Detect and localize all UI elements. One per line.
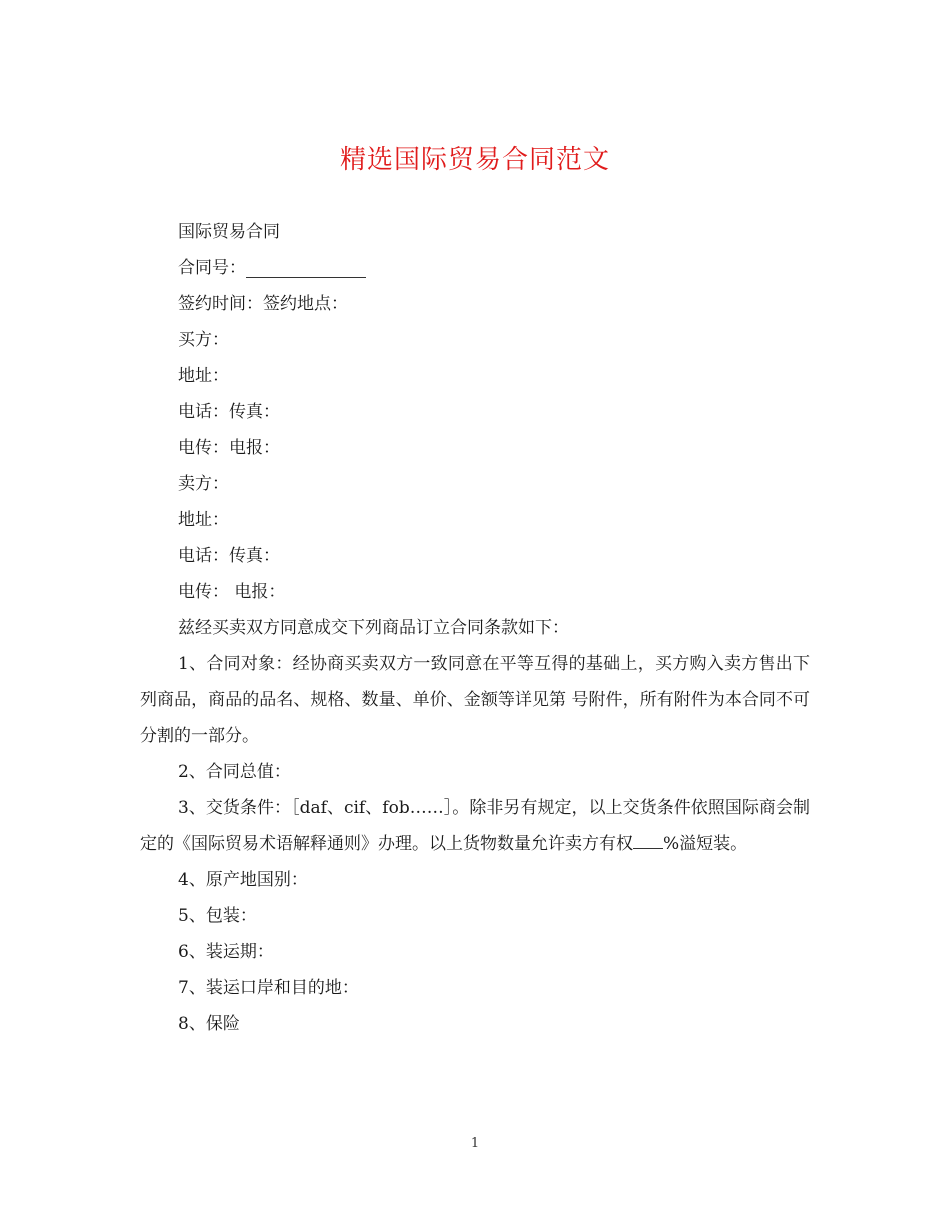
seller-line: 卖方： xyxy=(178,474,229,494)
seller-address-line: 地址： xyxy=(178,510,229,530)
buyer-telex-telegram-line: 电传：电报： xyxy=(178,438,280,458)
contract-number-line xyxy=(140,250,810,286)
buyer-phone-fax-line: 电话：传真： xyxy=(178,402,280,422)
clause-1: 1、合同对象：经协商买卖双方一致同意在平等互得的基础上，买方购入卖方售出下列商品，商品的品名、规格、数量、单价、金额等详见第 号附件，所有附件为本合同不可分割的一部分。 xyxy=(140,654,810,746)
clause-5: 5、包装： xyxy=(178,906,257,926)
clause-4: 4、原产地国别： xyxy=(178,870,308,890)
contract-number-label: 合同号： xyxy=(178,258,246,278)
clause-8: 8、保险 xyxy=(178,1014,240,1034)
seller-telex-telegram-line: 电传： 电报： xyxy=(178,582,286,602)
page-number: 1 xyxy=(470,1136,480,1151)
intro-line: 兹经买卖双方同意成交下列商品订立合同条款如下： xyxy=(178,618,569,638)
clause-3-tail: %溢短装。 xyxy=(663,834,748,854)
buyer-address-line: 地址： xyxy=(178,366,229,386)
buyer-line: 买方： xyxy=(178,330,229,350)
clause-3-blank xyxy=(633,830,663,849)
clause-2: 2、合同总值： xyxy=(178,762,291,782)
document-title: 精选国际贸易合同范文 xyxy=(339,145,610,175)
seller-phone-fax-line: 电话：传真： xyxy=(178,546,280,566)
contract-heading: 国际贸易合同 xyxy=(178,222,280,242)
clause-6: 6、装运期： xyxy=(178,942,274,962)
sign-time-place-line: 签约时间：签约地点： xyxy=(178,294,348,314)
contract-number-blank xyxy=(246,259,366,278)
clause-3-text: 3、交货条件：［daf、cif、fob……］。除非另有规定，以上交货条件依照国际商会制定的《国际贸易术语解释通则》办理。以上货物数量允许卖方有权 xyxy=(140,798,810,854)
clause-3 xyxy=(140,790,810,862)
clause-7: 7、装运口岸和目的地： xyxy=(178,978,359,998)
document-body xyxy=(140,214,810,1042)
